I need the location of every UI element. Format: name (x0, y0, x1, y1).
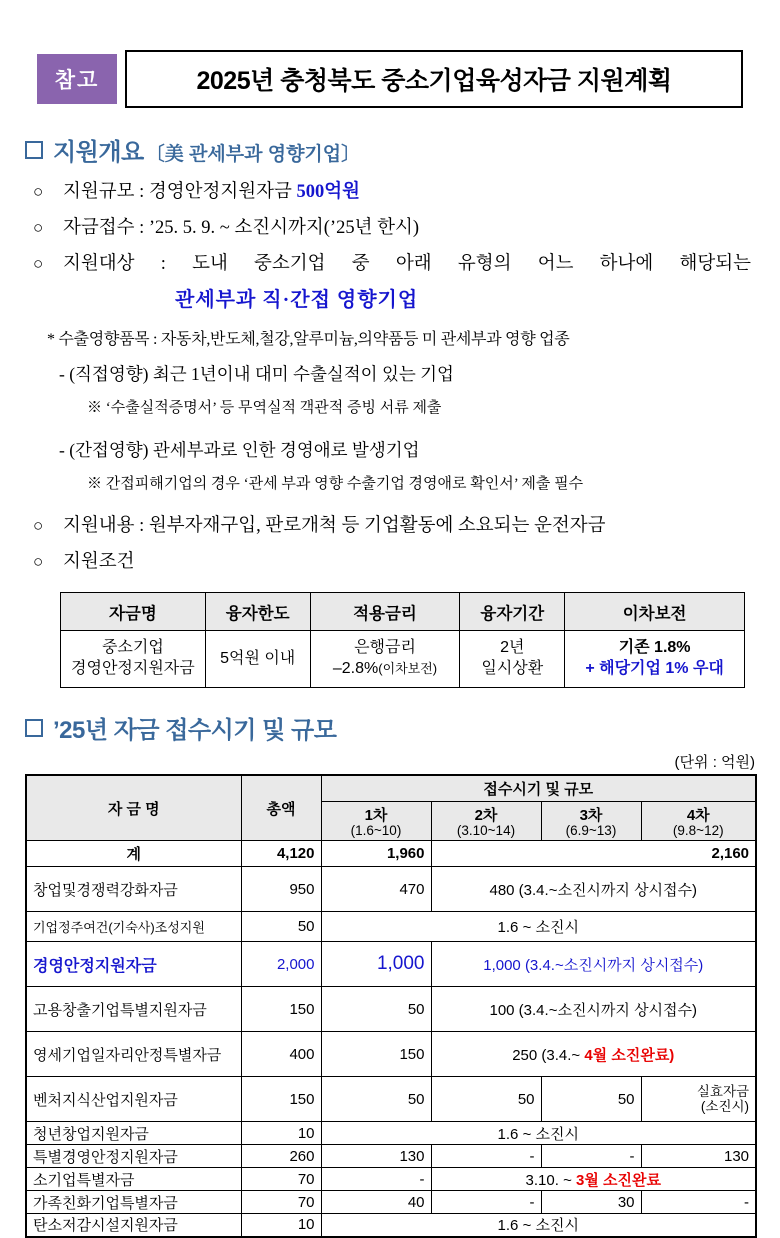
round1-value: 40 (321, 1191, 431, 1214)
table-row-youth-startup-fund (26, 1122, 756, 1145)
bullet-support-conditions (33, 549, 755, 576)
subsidy-line2: + 해당기업 1% 우대 (585, 660, 724, 678)
round234-value (431, 1032, 756, 1077)
col-interest-subsidy: 이차보전 (565, 593, 745, 631)
total-value: 10 (241, 1122, 321, 1145)
total-value: 150 (241, 1077, 321, 1122)
bullet-support-content (33, 513, 755, 540)
circle-bullet-icon: ○ (33, 182, 44, 201)
total-value: 70 (241, 1191, 321, 1214)
row-name: 영세기업일자리안정특별자금 (26, 1032, 241, 1077)
round4-value (641, 1077, 756, 1122)
square-bullet-icon (25, 719, 43, 737)
section-overview-title: 지원개요 (53, 139, 144, 166)
round-all-value: 1.6 ~ 소진시 (321, 912, 756, 942)
round2-period: (3.10~14) (456, 823, 516, 839)
col-fund-name: 자금명 (61, 593, 206, 631)
support-target-text: 지원대상 : 도내 중소기업 중 아래 유형의 어느 하나에 해당되는 (63, 253, 751, 274)
round4-period: (9.8~12) (672, 823, 724, 839)
col-round1 (321, 802, 431, 841)
confirmation-document-note: ※ 간접피해기업의 경우 ‘관세 부과 영향 수출기업 경영애로 확인서’ 제출 필수 (87, 476, 584, 493)
indirect-impact-line: - (간접영향) 관세부과로 인한 경영애로 발생기업 (59, 440, 420, 461)
round2-label: 2차 (474, 807, 498, 825)
round1-value: - (321, 1168, 431, 1191)
export-items-note: * 수출영향품목 : 자동차,반도체,철강,알루미늄,의약품등 미 관세부과 영향 업종 (47, 331, 570, 349)
loan-period-cell (460, 631, 565, 688)
support-content-text: 지원내용 : 원부자재구입, 판로개척 등 기업활동에 소요되는 운전자금 (63, 516, 606, 537)
section-overview-suffix: 〔美 관세부과 영향기업〕 (145, 144, 361, 165)
conditions-header-row (61, 593, 745, 631)
table-row-small-business-job-fund (26, 1032, 756, 1077)
round1-value: 1,960 (321, 841, 431, 867)
total-value: 950 (241, 867, 321, 912)
round4-line2: (소진시) (700, 1099, 750, 1115)
fund-name-line1: 중소기업 (101, 639, 164, 657)
row-name: 청년창업지원자금 (26, 1122, 241, 1145)
conditions-data-row (61, 631, 745, 688)
fund-name-line2: 경영안정지원자금 (71, 660, 195, 678)
table-row-family-friendly-fund (26, 1191, 756, 1214)
total-value: 400 (241, 1032, 321, 1077)
round-all-value: 1.6 ~ 소진시 (321, 1214, 756, 1237)
application-period-text: 자금접수 : ’25. 5. 9. ~ 소진시까지(’25년 한시) (63, 217, 419, 238)
round234-value: 1,000 (3.4.~소진시까지 상시접수) (431, 942, 756, 987)
round234-value: 480 (3.4.~소진시까지 상시접수) (431, 867, 756, 912)
period-line1: 2년 (500, 639, 525, 657)
square-bullet-icon (25, 141, 43, 159)
row-name: 특별경영안정지원자금 (26, 1145, 241, 1168)
unit-note: (단위 : 억원) (674, 754, 755, 772)
support-scale-label: 지원규모 : 경영안정지원자금 (63, 182, 297, 202)
round4-label: 4차 (686, 807, 710, 825)
round3-value: - (541, 1145, 641, 1168)
support-conditions-text: 지원조건 (63, 552, 135, 573)
round234-soldout-text: 3월 소진완료 (576, 1171, 661, 1189)
row-name: 벤처지식산업지원자금 (26, 1077, 241, 1122)
round4-value: 130 (641, 1145, 756, 1168)
section-overview-heading (25, 132, 755, 167)
row-name: 계 (26, 841, 241, 867)
total-value: 260 (241, 1145, 321, 1168)
section-schedule-heading (25, 710, 755, 745)
round234-value: 100 (3.4.~소진시까지 상시접수) (431, 987, 756, 1032)
bullet-support-scale (33, 179, 755, 206)
round4-line1: 실효자금 (696, 1083, 750, 1099)
circle-bullet-icon: ○ (33, 552, 44, 572)
round1-value: 130 (321, 1145, 431, 1168)
round1-label: 1차 (364, 807, 388, 825)
col-loan-limit: 융자한도 (205, 593, 310, 631)
table-row-startup-fund (26, 867, 756, 912)
table-row-total (26, 841, 756, 867)
row-name: 창업및경쟁력강화자금 (26, 867, 241, 912)
rate-paren: (이차보전) (378, 661, 438, 677)
schedule-header-row1 (26, 775, 756, 802)
page-title: 2025년 충청북도 중소기업육성자금 지원계획 (125, 50, 743, 108)
applied-rate-cell (310, 631, 460, 688)
document-header (37, 50, 743, 108)
round4-value: - (641, 1191, 756, 1214)
section-schedule-title: ’25년 자금 접수시기 및 규모 (53, 717, 337, 745)
round1-value: 50 (321, 987, 431, 1032)
col-loan-period: 융자기간 (460, 593, 565, 631)
support-scale-amount: 500억원 (296, 182, 360, 202)
total-value: 50 (241, 912, 321, 942)
table-row-small-enterprise-fund (26, 1168, 756, 1191)
round1-value: 1,000 (321, 942, 431, 987)
bullet-support-target (33, 251, 755, 278)
round2-value: - (431, 1191, 541, 1214)
round234-text: 250 (3.4.~ (512, 1046, 585, 1064)
col-total: 총액 (241, 775, 321, 841)
round234-soldout-text: 4월 소진완료) (584, 1046, 675, 1064)
round1-value: 150 (321, 1032, 431, 1077)
table-row-dormitory-support (26, 912, 756, 942)
loan-limit-cell: 5억원 이내 (205, 631, 310, 688)
total-value: 150 (241, 987, 321, 1032)
round3-period: (6.9~13) (565, 823, 617, 839)
bullet-application-period (33, 215, 755, 242)
round2-value: 50 (431, 1077, 541, 1122)
row-name: 탄소저감시설지원자금 (26, 1214, 241, 1237)
row-name: 가족친화기업특별자금 (26, 1191, 241, 1214)
fund-schedule-table (25, 774, 757, 1238)
total-value: 70 (241, 1168, 321, 1191)
circle-bullet-icon: ○ (33, 217, 44, 237)
row-name: 경영안정지원자금 (26, 942, 241, 987)
row-name: 고용창출기업특별지원자금 (26, 987, 241, 1032)
col-group-schedule: 접수시기 및 규모 (321, 775, 756, 802)
overview-bullets (25, 179, 755, 576)
table-row-venture-knowledge-fund (26, 1077, 756, 1122)
fund-name-cell (61, 631, 206, 688)
tariff-affected-companies-line: 관세부과 직·간접 영향기업 (175, 289, 419, 312)
loan-conditions-table (60, 592, 745, 688)
circle-bullet-icon: ○ (33, 253, 44, 273)
period-line2: 일시상환 (481, 660, 544, 678)
col-fund-name: 자 금 명 (26, 775, 241, 841)
row-name: 기업정주여건(기숙사)조성지원 (26, 912, 241, 942)
rate-value: –2.8% (332, 660, 379, 678)
round3-value: 30 (541, 1191, 641, 1214)
table-row-management-stability-fund (26, 942, 756, 987)
circle-bullet-icon: ○ (33, 516, 44, 536)
total-value: 4,120 (241, 841, 321, 867)
col-round4 (641, 802, 756, 841)
export-certificate-note: ※ ‘수출실적증명서’ 등 무역실적 객관적 증빙 서류 제출 (87, 400, 442, 417)
table-row-employment-creation-fund (26, 987, 756, 1032)
rate-line1: 은행금리 (354, 639, 416, 657)
total-value: 10 (241, 1214, 321, 1237)
round2-value: - (431, 1145, 541, 1168)
table-row-carbon-reduction-fund (26, 1214, 756, 1237)
col-round3 (541, 802, 641, 841)
round1-value: 50 (321, 1077, 431, 1122)
col-applied-rate: 적용금리 (310, 593, 460, 631)
table-row-special-stability-fund (26, 1145, 756, 1168)
round-all-value: 1.6 ~ 소진시 (321, 1122, 756, 1145)
round1-period: (1.6~10) (350, 823, 402, 839)
round234-value: 2,160 (431, 841, 756, 867)
total-value: 2,000 (241, 942, 321, 987)
round3-value: 50 (541, 1077, 641, 1122)
subsidy-line1: 기존 1.8% (618, 639, 691, 657)
interest-subsidy-cell (565, 631, 745, 688)
round234-value (431, 1168, 756, 1191)
direct-impact-line: - (직접영향) 최근 1년이내 대미 수출실적이 있는 기업 (59, 364, 454, 385)
row-name: 소기업특별자금 (26, 1168, 241, 1191)
rate-line2 (311, 659, 460, 680)
reference-badge: 참고 (37, 54, 117, 104)
round234-text: 3.10. ~ (525, 1171, 577, 1189)
bullet-support-scale-text (63, 179, 755, 206)
round3-label: 3차 (579, 807, 603, 825)
round1-value: 470 (321, 867, 431, 912)
col-round2 (431, 802, 541, 841)
